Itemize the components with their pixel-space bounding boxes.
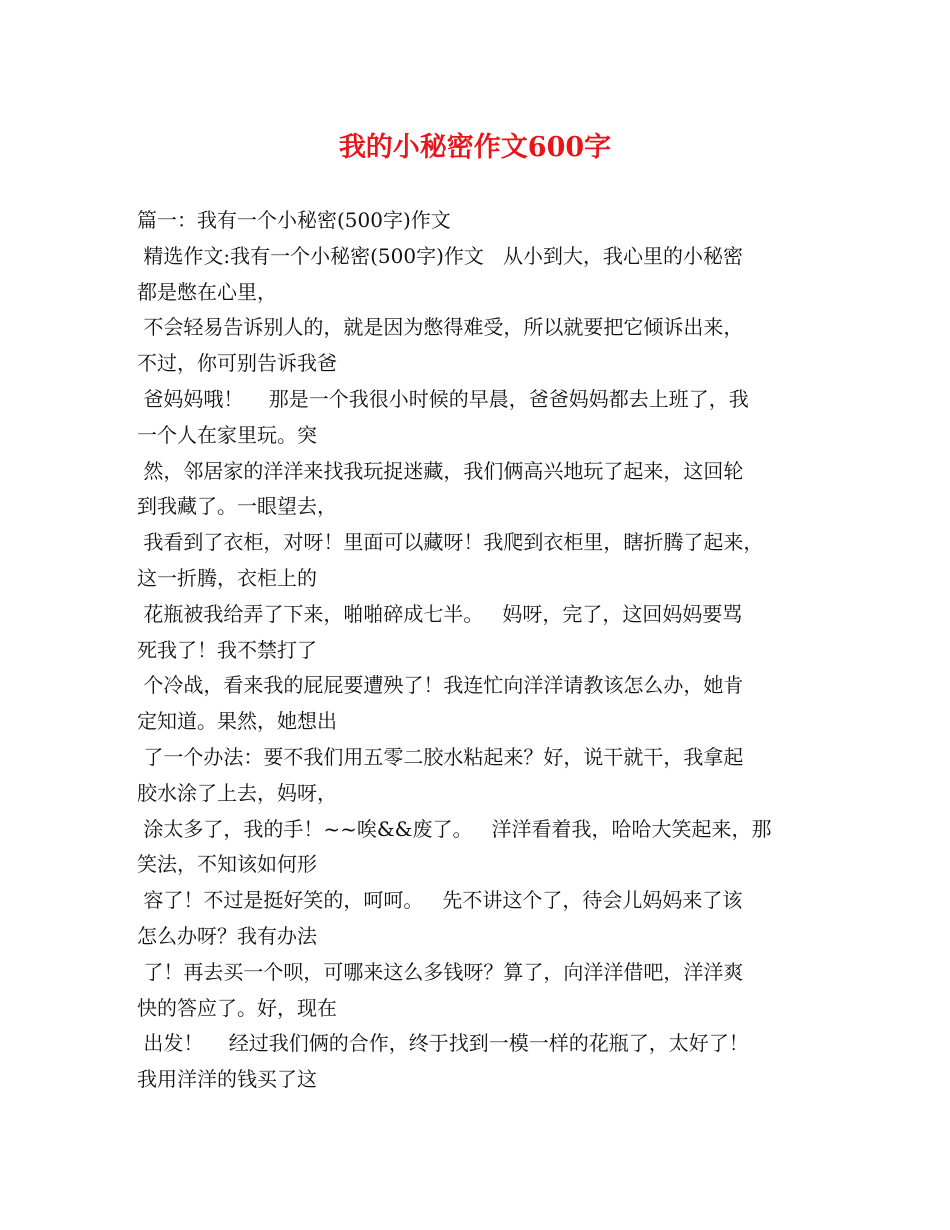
text-line: 了一个办法：要不我们用五零二胶水粘起来？好，说干就干，我拿起 <box>137 744 744 769</box>
text-line: 然，邻居家的洋洋来找我玩捉迷藏，我们俩高兴地玩了起来，这回轮 <box>137 458 744 483</box>
text-line: 了！再去买一个呗，可哪来这么多钱呀？算了，向洋洋借吧，洋洋爽 <box>137 959 744 984</box>
text-line: 涂太多了，我的手！~~唉&&废了。 洋洋看着我，哈哈大笑起来，那 <box>137 816 772 841</box>
document-body <box>137 203 827 1098</box>
text-line: 篇一：我有一个小秘密(500字)作文 <box>137 208 451 232</box>
text-line: 笑法，不知该如何形 <box>137 852 317 877</box>
text-line: 个冷战，看来我的屁屁要遭殃了！我连忙向洋洋请教该怎么办，她肯 <box>137 673 744 698</box>
text-line: 不会轻易告诉别人的，就是因为憋得难受，所以就要把它倾诉出来， <box>137 315 744 340</box>
text-line: 快的答应了。好，现在 <box>137 995 337 1020</box>
text-line: 死我了！我不禁打了 <box>137 637 317 662</box>
text-line: 定知道。果然，她想出 <box>137 709 337 734</box>
text-line: 这一折腾，衣柜上的 <box>137 565 317 590</box>
document-title: 我的小秘密作文600字 <box>338 132 612 163</box>
text-line: 我看到了衣柜，对呀！里面可以藏呀！我爬到衣柜里，瞎折腾了起来， <box>137 530 764 555</box>
text-line: 花瓶被我给弄了下来，啪啪碎成七半。 妈呀，完了，这回妈妈要骂 <box>137 601 743 626</box>
text-line: 到我藏了。一眼望去， <box>137 494 337 519</box>
text-line: 都是憋在心里， <box>137 279 277 304</box>
text-line: 怎么办呀？我有办法 <box>137 923 317 948</box>
text-line: 精选作文:我有一个小秘密(500字)作文 从小到大，我心里的小秘密 <box>137 243 743 268</box>
text-line: 出发！ 经过我们俩的合作，终于找到一模一样的花瓶了，太好了！ <box>137 1031 749 1056</box>
text-line: 一个人在家里玩。突 <box>137 422 317 447</box>
text-line: 不过，你可别告诉我爸 <box>137 351 337 376</box>
text-line: 我用洋洋的钱买了这 <box>137 1067 317 1092</box>
text-line: 胶水涂了上去，妈呀， <box>137 780 337 805</box>
text-line: 容了！不过是挺好笑的，呵呵。 先不讲这个了，待会儿妈妈来了该 <box>137 888 743 913</box>
text-line: 爸妈妈哦！ 那是一个我很小时候的早晨，爸爸妈妈都去上班了，我 <box>137 386 749 411</box>
